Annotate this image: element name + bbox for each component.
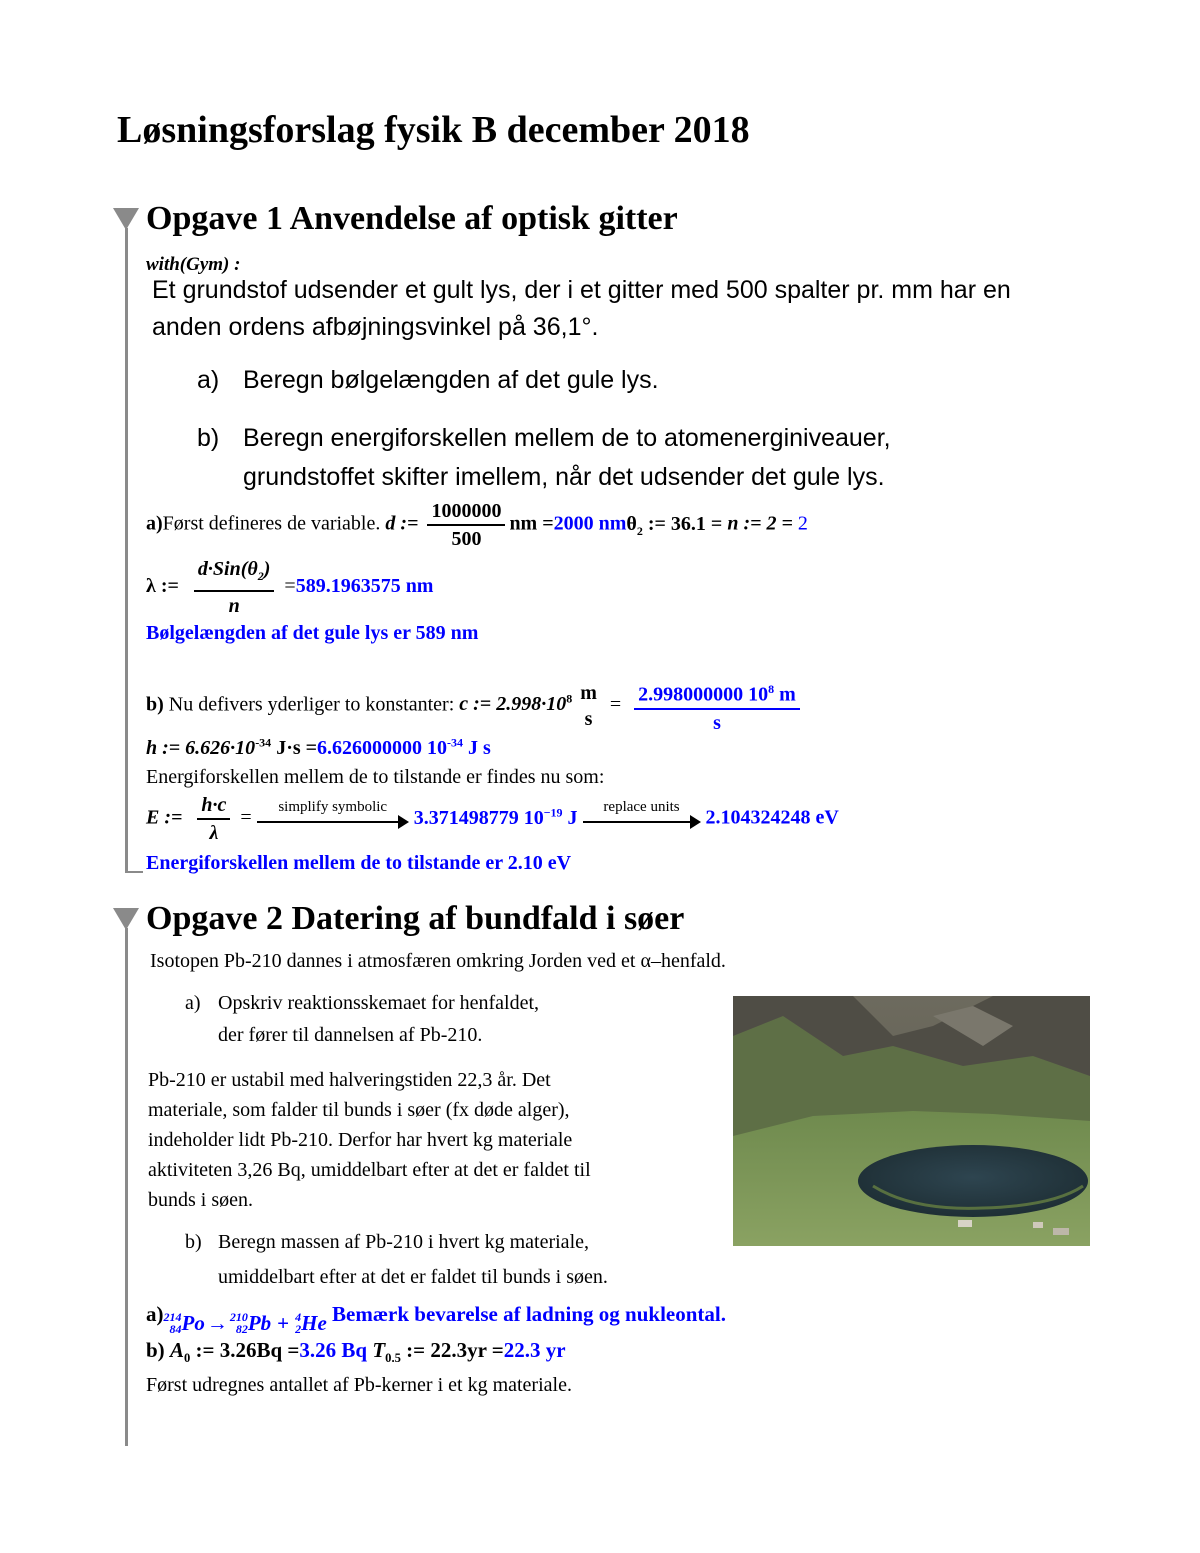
h-line <box>146 735 491 760</box>
lambda-result: 589.1963575 nm <box>295 575 434 598</box>
E-line: E := $\frac{h\cdot c}{\lambda}$ = simplify symbolic 3.371498779 $10^{-19}$ J replace units 2.104324248 eV <box>146 794 839 844</box>
replace-units-arrow: replace units <box>583 808 701 830</box>
answer-a-line: a)Først defineres de variable. d := $\frac{1000000}{500}$ nm =2000 nmθ$_2$ := 36.1 = n := 2 = 2 <box>146 500 808 550</box>
collapse-triangle-icon[interactable] <box>113 208 139 230</box>
c-line: b) Nu defivers yderliger to konstanter: c := $2.998\cdot 10^8$ m s = $\frac{2.998000000 10^8 m}{s}$ <box>146 676 804 736</box>
n-definition: n := 2 = <box>727 512 793 535</box>
task2a-marker: a) <box>185 992 201 1014</box>
task2-para-line1: Pb-210 er ustabil med halveringstiden 22,3 år. Det <box>148 1069 551 1091</box>
section1-bracket-end <box>125 871 143 873</box>
energy-text: Energiforskellen mellem de to tilstande er findes nu som: <box>146 766 605 788</box>
page-title: Løsningsforslag fysik B december 2018 <box>117 109 750 151</box>
h-definition: h := $6.626\cdot 10^{-34}$ J·s = <box>146 735 318 759</box>
E-ev-result: 2.104324248 eV <box>705 806 839 829</box>
answer-a-conclusion: Bølgelængden af det gule lys er 589 nm <box>146 622 479 644</box>
A0-T-line: b) $A_0$ := 3.26Bq =3.26 Bq $T_{0.5}$ := 22.3yr =22.3 yr <box>146 1338 566 1366</box>
task1-line1: Et grundstof udsender et gult lys, der i et gitter med 500 spalter pr. mm har en <box>152 276 1011 304</box>
section2-heading: Opgave 2 Datering af bundfald i søer <box>146 900 685 937</box>
answer2-b-text: Først udregnes antallet af Pb-kerner i et kg materiale. <box>146 1374 572 1396</box>
task2-intro: Isotopen Pb-210 dannes i atmosfæren omkring Jorden ved et α–henfald. <box>150 950 726 972</box>
d-fraction: $\frac{1000000}{500}$ <box>427 498 505 552</box>
task2b-line2: umiddelbart efter at det er faldet til bunds i søen. <box>218 1266 608 1288</box>
theta-definition: $\theta_2$ := 36.1 = <box>626 512 723 538</box>
answer-a-text: Først defineres de variable. <box>162 512 381 535</box>
task1a-text: Beregn bølgelængden af det gule lys. <box>243 366 659 394</box>
with-command: with(Gym) : <box>146 254 241 275</box>
lake-photo <box>733 996 1090 1246</box>
c-result: $\frac{2.998000000 10^8 m}{s}$ <box>634 676 800 736</box>
A0-definition: $A_0$ := 3.26Bq = <box>169 1338 300 1366</box>
section1-bracket <box>125 228 128 873</box>
collapse-triangle-icon[interactable] <box>113 908 139 930</box>
c-definition: c := $2.998\cdot 10^8$ <box>459 691 573 716</box>
task2-para-line2: materiale, som falder til bunds i søer (fx døde alger), <box>148 1099 570 1121</box>
d-definition: d := <box>385 512 419 535</box>
T-result: 22.3 yr <box>503 1338 566 1362</box>
answer-b-text: Nu defivers yderliger to konstanter: <box>168 693 455 716</box>
reaction-note: Bemærk bevarelse af ladning og nukleontal. <box>332 1302 727 1326</box>
d-result: 2000 nm <box>553 512 627 535</box>
simplify-arrow: simplify symbolic <box>257 808 409 830</box>
task1b-line2: grundstoffet skifter imellem, når det udsender det gule lys. <box>243 463 885 491</box>
task1-line2: anden ordens afbøjningsvinkel på 36,1°. <box>152 313 599 341</box>
h-result: 6.626000000 $10^{-34}$ J s <box>317 735 491 759</box>
A0-result: 3.26 Bq <box>299 1338 368 1362</box>
lambda-line: λ := $\frac{d\cdot Sin(\theta_2)}{n}$ =589.1963575 nm <box>146 555 433 620</box>
task1b-line1: Beregn energiforskellen mellem de to atomenerginiveauer, <box>243 424 891 452</box>
task2b-marker: b) <box>185 1231 202 1253</box>
task1a-marker: a) <box>197 366 220 394</box>
task1b-marker: b) <box>197 424 220 452</box>
c-unit-fraction: m s <box>580 681 597 730</box>
task2-para-line3: indeholder lidt Pb-210. Derfor har hvert kg materiale <box>148 1129 573 1151</box>
section1-heading: Opgave 1 Anvendelse af optisk gitter <box>146 200 678 237</box>
lambda-fraction: $\frac{d\cdot Sin(\theta_2)}{n}$ <box>194 555 275 620</box>
answer-b-conclusion: Energiforskellen mellem de to tilstande er 2.10 eV <box>146 852 572 874</box>
task2b-line1: Beregn massen af Pb-210 i hvert kg materiale, <box>218 1231 589 1253</box>
reaction-equation: 214 84 Po → 210 82 Pb + 4 2 He <box>163 1310 327 1336</box>
section2-bracket <box>125 928 128 1446</box>
task2-para-line4: aktiviteten 3,26 Bq, umiddelbart efter at det er faldet til <box>148 1159 591 1181</box>
task2a-line2: der fører til dannelsen af Pb-210. <box>218 1024 483 1046</box>
E-fraction: $\frac{h\cdot c}{\lambda}$ <box>197 792 230 846</box>
T-definition: $T_{0.5}$ := 22.3yr = <box>372 1338 504 1366</box>
E-joule-result: 3.371498779 $10^{-19}$ J <box>413 804 578 829</box>
n-result: 2 <box>797 512 808 535</box>
task2-para-line5: bunds i søen. <box>148 1189 253 1211</box>
reaction-line: a) 214 84 Po → 210 82 Pb + 4 2 He Bemærk bevarelse af ladning og nukleontal. <box>146 1302 727 1336</box>
task2a-line1: Opskriv reaktionsskemaet for henfaldet, <box>218 992 540 1014</box>
